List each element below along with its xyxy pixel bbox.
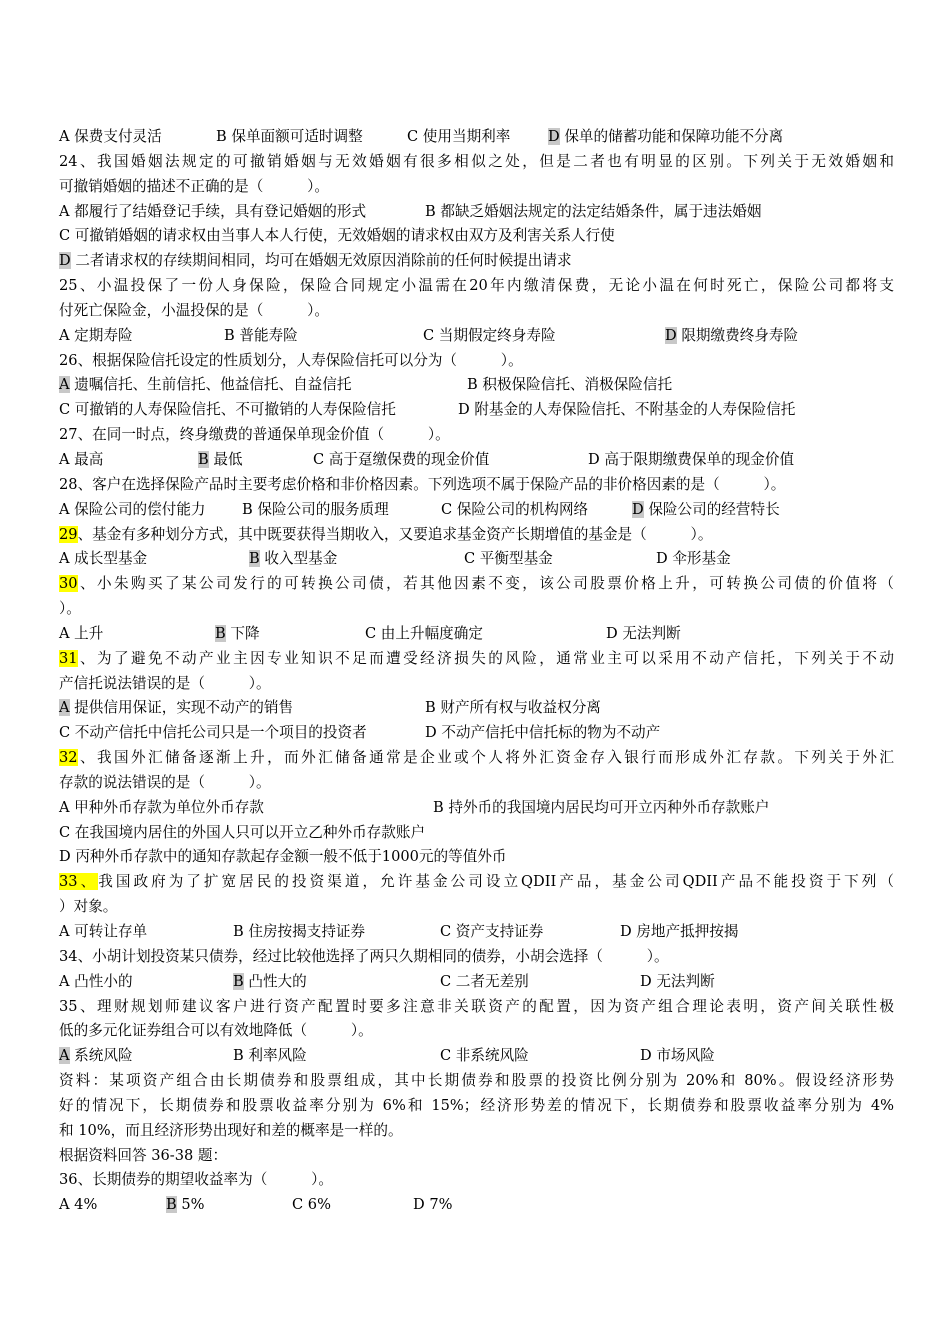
answer-mark-highlight: B (215, 624, 226, 642)
answer-option (425, 721, 660, 746)
answer-option (59, 200, 366, 225)
option-text: A 成长型基金 (59, 550, 148, 568)
text-line (59, 1094, 894, 1119)
option-text: B 都缺乏婚姻法规定的法定结婚条件，属于违法婚姻 (425, 202, 762, 220)
options-line (59, 249, 894, 274)
answer-option (458, 398, 795, 423)
answer-mark-highlight: A (59, 699, 70, 717)
option-text: C 不动产信托中信托公司只是一个项目的投资者 (59, 724, 367, 742)
options-line (59, 200, 894, 225)
option-text: D 不动产信托中信托标的物为不动产 (425, 724, 661, 742)
option-text: 最低 (208, 450, 243, 468)
options-line (59, 498, 894, 523)
option-text: B 持外币的我国境内居民均可开立丙种外币存款账户 (433, 798, 770, 816)
answer-option (606, 622, 681, 647)
text-line (59, 572, 894, 597)
options-line (59, 324, 894, 349)
line-text: 24、我国婚姻法规定的可撤销婚姻与无效婚姻有很多相似之处，但是二者也有明显的区别。下列关于无效婚姻和 (59, 152, 894, 170)
option-text: C 当期假定终身寿险 (423, 326, 556, 344)
answer-option (59, 721, 367, 746)
option-text: 保单的储蓄功能和保障功能不分离 (559, 128, 784, 145)
line-text: 34、小胡计划投资某只债券，经过比较他选择了两只久期相同的债券，小胡会选择（ ）。 (59, 947, 669, 965)
text-line (59, 349, 894, 374)
answer-option (166, 1193, 205, 1218)
text-line (59, 672, 894, 697)
answer-mark-highlight: B (249, 550, 260, 568)
option-text: B 财产所有权与收益权分离 (425, 699, 601, 717)
answer-mark-highlight: D (632, 500, 644, 518)
options-line (59, 1044, 894, 1069)
option-text: 提供信用保证，实现不动产的销售 (69, 699, 294, 717)
question-number-highlight: 32 (59, 749, 78, 767)
text-line (59, 597, 894, 622)
text-line (59, 995, 894, 1020)
option-text: 5% (176, 1196, 205, 1214)
options-line (59, 125, 894, 150)
option-text: C 二者无差别 (440, 972, 529, 990)
line-text: 付死亡保险金，小温投保的是（ ）。 (59, 301, 329, 319)
option-text: B 保单面额可适时调整 (216, 128, 363, 145)
line-text: 可撤销婚姻的描述不正确的是（ ）。 (59, 177, 329, 195)
answer-option (365, 622, 483, 647)
options-line (59, 547, 894, 572)
answer-option (59, 373, 351, 398)
line-text: 28、客户在选择保险产品时主要考虑价格和非价格因素。下列选项不属于保险产品的非价格因素的是（ ）。 (59, 475, 786, 493)
option-text: C 保险公司的机构网络 (441, 500, 589, 518)
option-text: A 定期寿险 (59, 326, 133, 344)
text-line (59, 150, 894, 175)
option-text: D 无法判断 (640, 972, 715, 990)
text-line (59, 771, 894, 796)
option-text: C 6% (292, 1196, 331, 1214)
text-line (59, 845, 894, 870)
option-text: A 4% (59, 1196, 98, 1214)
question-number-highlight: 30 (59, 575, 78, 593)
option-text: D 伞形基金 (656, 550, 731, 568)
line-text: ）。 (59, 600, 81, 618)
answer-option (59, 920, 147, 945)
option-text: D 7% (413, 1196, 453, 1214)
option-text: B 保险公司的服务质理 (242, 500, 389, 518)
document-page (59, 125, 894, 1218)
option-text: 限期缴费终身寿险 (676, 326, 799, 344)
answer-mark-highlight: D (665, 326, 677, 344)
option-text: A 都履行了结婚登记手续，具有登记婚姻的形式 (59, 202, 367, 220)
options-line (59, 721, 894, 746)
options-line (59, 920, 894, 945)
option-text: 遗嘱信托、生前信托、他益信托、自益信托 (69, 376, 352, 394)
line-text: 根据资料回答 36-38 题： (59, 1146, 228, 1164)
line-text: 35、理财规划师建议客户进行资产配置时要多注意非关联资产的配置，因为资产组合理论表明，资产间关联性极 (59, 997, 894, 1015)
option-text: 凸性大的 (243, 972, 307, 990)
option-text: D 市场风险 (640, 1047, 715, 1065)
line-text: 27、在同一时点，终身缴费的普通保单现金价值（ ）。 (59, 426, 450, 444)
line-text: 产信托说法错误的是（ ）。 (59, 674, 271, 692)
answer-option (233, 1044, 307, 1069)
answer-mark-highlight: B (233, 972, 244, 990)
answer-mark-highlight: D (548, 128, 560, 145)
line-text: D 丙种外币存款中的通知存款起存金额一般不低于1000元的等值外币 (59, 848, 507, 866)
text-line (59, 895, 894, 920)
option-text: B 积极保险信托、消极保险信托 (467, 376, 673, 394)
option-text: 收入型基金 (259, 550, 338, 568)
text-line (59, 870, 894, 895)
answer-option (224, 324, 298, 349)
options-line (59, 373, 894, 398)
answer-option (441, 498, 588, 523)
answer-option (59, 448, 103, 473)
answer-option (59, 398, 396, 423)
answer-option (620, 920, 739, 945)
options-line (59, 448, 894, 473)
option-text: D 无法判断 (606, 624, 681, 642)
text-line (59, 274, 894, 299)
answer-mark-highlight: D (59, 252, 71, 270)
question-number-highlight: 31 (59, 649, 78, 667)
text-line (59, 299, 894, 324)
options-line (59, 622, 894, 647)
option-text: D 房地产抵押按揭 (620, 923, 739, 940)
option-text: D 高于限期缴费保单的现金价值 (588, 450, 795, 468)
text-line (59, 746, 894, 771)
answer-option (216, 125, 363, 150)
line-text: 、基金有多种划分方式，其中既要获得当期收入，又要追求基金资产长期增值的基金是（ ）。 (77, 525, 713, 543)
answer-option (425, 696, 601, 721)
answer-option (588, 448, 794, 473)
options-line (59, 398, 894, 423)
text-line (59, 224, 894, 249)
answer-option (59, 125, 162, 150)
answer-option (59, 324, 133, 349)
answer-option (59, 1193, 97, 1218)
answer-option (292, 1193, 331, 1218)
text-line (59, 647, 894, 672)
answer-option (665, 324, 798, 349)
line-text: 存款的说法错误的是（ ）。 (59, 773, 271, 791)
answer-option (59, 796, 264, 821)
answer-option (640, 970, 715, 995)
option-text: A 凸性小的 (59, 972, 133, 990)
answer-option (413, 1193, 453, 1218)
options-line (59, 696, 894, 721)
answer-option (425, 200, 761, 225)
text-line (59, 1144, 894, 1169)
option-text: B 住房按揭支持证券 (233, 923, 366, 940)
answer-mark-highlight: A (59, 1047, 70, 1065)
line-text: ）对象。 (59, 898, 118, 916)
answer-option (440, 920, 543, 945)
options-line (59, 970, 894, 995)
answer-option (249, 547, 337, 572)
answer-option (407, 125, 510, 150)
answer-mark-highlight: A (59, 376, 70, 394)
option-text: A 最高 (59, 450, 104, 468)
answer-option (440, 1044, 529, 1069)
question-number-highlight: 33、 (59, 873, 99, 891)
text-line (59, 1119, 894, 1144)
option-text: A 甲种外币存款为单位外币存款 (59, 798, 264, 816)
option-text: C 资产支持证券 (440, 923, 544, 940)
text-line (59, 945, 894, 970)
answer-option (233, 970, 307, 995)
option-text: C 可撤销的人寿保险信托、不可撤销的人寿保险信托 (59, 401, 396, 419)
text-line (59, 1019, 894, 1044)
option-text: 下降 (225, 624, 260, 642)
option-text: C 高于趸缴保费的现金价值 (313, 450, 490, 468)
answer-mark-highlight: B (166, 1196, 177, 1214)
option-text: C 非系统风险 (440, 1047, 529, 1065)
line-text: C 在我国境内居住的外国人只可以开立乙种外币存款账户 (59, 823, 426, 841)
answer-option (548, 125, 783, 150)
answer-option (423, 324, 556, 349)
option-text: C 由上升幅度确定 (365, 624, 483, 642)
answer-option (59, 249, 572, 274)
option-text: B 普能寿险 (224, 326, 298, 344)
answer-option (313, 448, 489, 473)
answer-option (656, 547, 731, 572)
line-text: 好的情况下，长期债券和股票收益率分别为 6%和 15%；经济形势差的情况下，长期债券和股票收益率分别为 4% (59, 1096, 894, 1114)
answer-option (242, 498, 389, 523)
line-text: 25、小温投保了一份人身保险，保险合同规定小温需在20年内缴清保费，无论小温在何时死亡，保险公司都将支 (59, 277, 894, 295)
option-text: C 使用当期利率 (407, 128, 511, 145)
text-line (59, 821, 894, 846)
answer-option (59, 547, 147, 572)
line-text: 低的多元化证券组合可以有效地降低（ ）。 (59, 1022, 373, 1040)
answer-option (233, 920, 365, 945)
question-number-highlight: 29 (59, 525, 78, 543)
option-text: A 可转让存单 (59, 923, 148, 940)
answer-option (59, 498, 206, 523)
answer-option (640, 1044, 715, 1069)
option-text: 系统风险 (69, 1047, 133, 1065)
line-text: 和 10%，而且经济形势出现好和差的概率是一样的。 (59, 1121, 403, 1139)
text-line (59, 1069, 894, 1094)
text-line (59, 523, 894, 548)
option-text: B 利率风险 (233, 1047, 307, 1065)
option-text: A 上升 (59, 624, 104, 642)
answer-option (59, 970, 133, 995)
answer-option (632, 498, 780, 523)
answer-option (464, 547, 553, 572)
option-text: 二者请求权的存续期间相同，均可在婚姻无效原因消除前的任何时候提出请求 (70, 252, 572, 270)
text-line (59, 473, 894, 498)
answer-option (59, 1044, 133, 1069)
option-text: D 附基金的人寿保险信托、不附基金的人寿保险信托 (458, 401, 796, 419)
text-line (59, 423, 894, 448)
option-text: A 保费支付灵活 (59, 128, 162, 145)
answer-option (59, 696, 293, 721)
answer-option (440, 970, 529, 995)
text-line (59, 1168, 894, 1193)
options-line (59, 796, 894, 821)
answer-option (467, 373, 672, 398)
line-text: 36、长期债券的期望收益率为（ ）。 (59, 1171, 333, 1189)
line-text: 26、根据保险信托设定的性质划分，人寿保险信托可以分为（ ）。 (59, 351, 523, 369)
answer-option (215, 622, 260, 647)
line-text: C 可撤销婚姻的请求权由当事人本人行使，无效婚姻的请求权由双方及利害关系人行使 (59, 227, 615, 245)
line-text: 资料：某项资产组合由长期债券和股票组成，其中长期债券和股票的投资比例分别为 20%和 80%。假设经济形势 (59, 1072, 894, 1090)
line-text: 、我国外汇储备逐渐上升，而外汇储备通常是企业或个人将外汇资金存入银行而形成外汇存款。下列关于外汇 (77, 749, 894, 767)
options-line (59, 1193, 894, 1218)
option-text: A 保险公司的偿付能力 (59, 500, 206, 518)
option-text: C 平衡型基金 (464, 550, 553, 568)
answer-option (198, 448, 243, 473)
answer-option (433, 796, 769, 821)
answer-option (59, 622, 103, 647)
line-text: 、小朱购买了某公司发行的可转换公司债，若其他因素不变，该公司股票价格上升，可转换公司债的价值将（ (77, 575, 894, 593)
line-text: 我国政府为了扩宽居民的投资渠道，允许基金公司设立QDII产品，基金公司QDII产品不能投资于下列（ (98, 873, 894, 891)
line-text: 、为了避免不动产业主因专业知识不足而遭受经济损失的风险，通常业主可以采用不动产信托，下列关于不动 (77, 649, 894, 667)
text-line (59, 175, 894, 200)
option-text: 保险公司的经营特长 (643, 500, 780, 518)
answer-mark-highlight: B (198, 450, 209, 468)
